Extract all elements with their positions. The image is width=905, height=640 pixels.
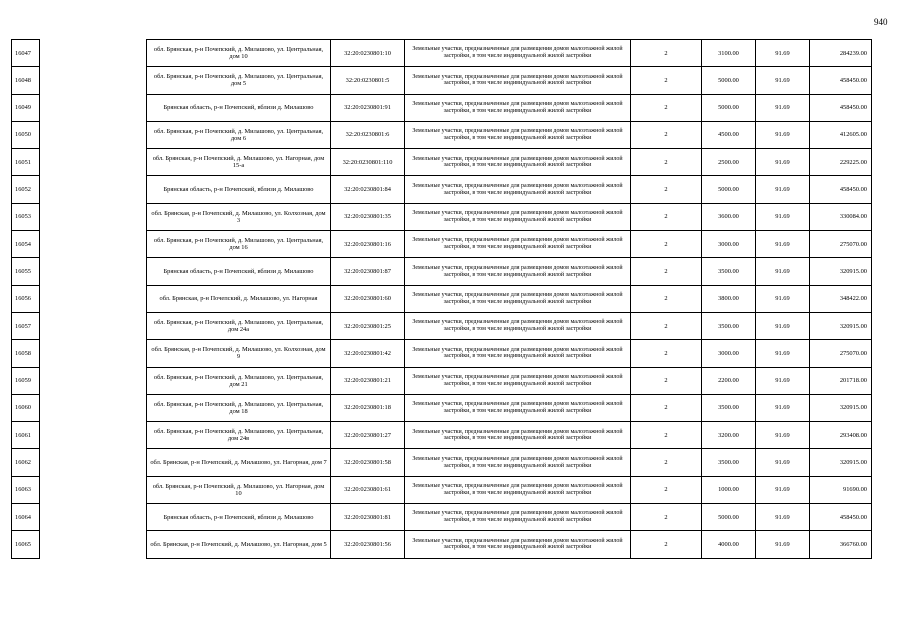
address-cell: обл. Брянская, р-н Почепский, д. Милашово, ул. Центральная, дом 24а bbox=[147, 312, 331, 339]
cadastral-value-cell: 458450.00 bbox=[810, 504, 872, 531]
land-use-cell: Земельные участки, предназначенные для размещения домов малоэтажной жилой застройки, в том числе индивидуальной жилой застройки bbox=[405, 476, 631, 503]
area-cell: 5000.00 bbox=[702, 67, 756, 94]
use-group-cell: 2 bbox=[631, 340, 702, 367]
specific-value-cell: 91.69 bbox=[756, 203, 810, 230]
land-use-cell: Земельные участки, предназначенные для размещения домов малоэтажной жилой застройки, в том числе индивидуальной жилой застройки bbox=[405, 504, 631, 531]
spacer-cell bbox=[40, 285, 147, 312]
area-cell: 3600.00 bbox=[702, 203, 756, 230]
row-number-cell: 16061 bbox=[12, 422, 40, 449]
land-use-cell: Земельные участки, предназначенные для размещения домов малоэтажной жилой застройки, в том числе индивидуальной жилой застройки bbox=[405, 449, 631, 476]
address-cell: обл. Брянская, р-н Почепский, д. Милашово, ул. Центральная, дом 5 bbox=[147, 67, 331, 94]
spacer-cell bbox=[40, 367, 147, 394]
area-cell: 2500.00 bbox=[702, 149, 756, 176]
table-row bbox=[12, 231, 872, 258]
land-use-cell: Земельные участки, предназначенные для размещения домов малоэтажной жилой застройки, в том числе индивидуальной жилой застройки bbox=[405, 312, 631, 339]
cadastral-number-cell: 32:20:0230801:18 bbox=[331, 394, 405, 421]
cadastral-number-cell: 32:20:0230801:42 bbox=[331, 340, 405, 367]
row-number-cell: 16058 bbox=[12, 340, 40, 367]
area-cell: 3000.00 bbox=[702, 340, 756, 367]
table-row bbox=[12, 422, 872, 449]
area-cell: 1000.00 bbox=[702, 476, 756, 503]
spacer-cell bbox=[40, 149, 147, 176]
cadastral-number-cell: 32:20:0230801:61 bbox=[331, 476, 405, 503]
address-cell: обл. Брянская, р-н Почепский, д. Милашово, ул. Нагорная, дом 10 bbox=[147, 476, 331, 503]
specific-value-cell: 91.69 bbox=[756, 121, 810, 148]
area-cell: 3800.00 bbox=[702, 285, 756, 312]
area-cell: 3500.00 bbox=[702, 258, 756, 285]
cadastral-number-cell: 32:20:0230801:91 bbox=[331, 94, 405, 121]
spacer-cell bbox=[40, 94, 147, 121]
area-cell: 3500.00 bbox=[702, 449, 756, 476]
address-cell: обл. Брянская, р-н Почепский, д. Милашово, ул. Нагорная, дом 5 bbox=[147, 531, 331, 558]
table-row bbox=[12, 203, 872, 230]
spacer-cell bbox=[40, 121, 147, 148]
area-cell: 3200.00 bbox=[702, 422, 756, 449]
use-group-cell: 2 bbox=[631, 149, 702, 176]
cadastral-number-cell: 32:20:0230801:110 bbox=[331, 149, 405, 176]
address-cell: Брянская область, р-н Почепский, вблизи д. Милашово bbox=[147, 504, 331, 531]
address-cell: обл. Брянская, р-н Почепский, д. Милашово, ул. Нагорная, дом 7 bbox=[147, 449, 331, 476]
cadastral-number-cell: 32:20:0230801:81 bbox=[331, 504, 405, 531]
area-cell: 3500.00 bbox=[702, 312, 756, 339]
table-row bbox=[12, 121, 872, 148]
use-group-cell: 2 bbox=[631, 121, 702, 148]
land-use-cell: Земельные участки, предназначенные для размещения домов малоэтажной жилой застройки, в том числе индивидуальной жилой застройки bbox=[405, 394, 631, 421]
spacer-cell bbox=[40, 67, 147, 94]
cadastral-value-cell: 284239.00 bbox=[810, 40, 872, 67]
spacer-cell bbox=[40, 394, 147, 421]
specific-value-cell: 91.69 bbox=[756, 94, 810, 121]
land-use-cell: Земельные участки, предназначенные для размещения домов малоэтажной жилой застройки, в том числе индивидуальной жилой застройки bbox=[405, 285, 631, 312]
cadastral-value-cell: 366760.00 bbox=[810, 531, 872, 558]
use-group-cell: 2 bbox=[631, 367, 702, 394]
spacer-cell bbox=[40, 449, 147, 476]
table-row bbox=[12, 531, 872, 558]
area-cell: 5000.00 bbox=[702, 176, 756, 203]
table-row bbox=[12, 394, 872, 421]
table-body bbox=[12, 40, 872, 559]
specific-value-cell: 91.69 bbox=[756, 312, 810, 339]
row-number-cell: 16062 bbox=[12, 449, 40, 476]
area-cell: 3000.00 bbox=[702, 231, 756, 258]
table-row bbox=[12, 504, 872, 531]
table-row bbox=[12, 94, 872, 121]
table-row bbox=[12, 476, 872, 503]
land-use-cell: Земельные участки, предназначенные для размещения домов малоэтажной жилой застройки, в том числе индивидуальной жилой застройки bbox=[405, 258, 631, 285]
specific-value-cell: 91.69 bbox=[756, 449, 810, 476]
cadastral-value-cell: 275070.00 bbox=[810, 231, 872, 258]
row-number-cell: 16065 bbox=[12, 531, 40, 558]
land-use-cell: Земельные участки, предназначенные для размещения домов малоэтажной жилой застройки, в том числе индивидуальной жилой застройки bbox=[405, 94, 631, 121]
spacer-cell bbox=[40, 312, 147, 339]
cadastral-value-cell: 320915.00 bbox=[810, 449, 872, 476]
spacer-cell bbox=[40, 504, 147, 531]
spacer-cell bbox=[40, 531, 147, 558]
spacer-cell bbox=[40, 231, 147, 258]
land-use-cell: Земельные участки, предназначенные для размещения домов малоэтажной жилой застройки, в том числе индивидуальной жилой застройки bbox=[405, 176, 631, 203]
use-group-cell: 2 bbox=[631, 40, 702, 67]
cadastral-value-cell: 458450.00 bbox=[810, 94, 872, 121]
use-group-cell: 2 bbox=[631, 94, 702, 121]
row-number-cell: 16047 bbox=[12, 40, 40, 67]
row-number-cell: 16051 bbox=[12, 149, 40, 176]
address-cell: Брянская область, р-н Почепский, вблизи д. Милашово bbox=[147, 176, 331, 203]
address-cell: обл. Брянская, р-н Почепский, д. Милашово, ул. Центральная, дом 16 bbox=[147, 231, 331, 258]
spacer-cell bbox=[40, 340, 147, 367]
area-cell: 3500.00 bbox=[702, 394, 756, 421]
table-row bbox=[12, 67, 872, 94]
cadastral-number-cell: 32:20:0230801:10 bbox=[331, 40, 405, 67]
address-cell: обл. Брянская, р-н Почепский, д. Милашово, ул. Колхозная, дом 9 bbox=[147, 340, 331, 367]
specific-value-cell: 91.69 bbox=[756, 367, 810, 394]
land-use-cell: Земельные участки, предназначенные для размещения домов малоэтажной жилой застройки, в том числе индивидуальной жилой застройки bbox=[405, 422, 631, 449]
table-row bbox=[12, 340, 872, 367]
specific-value-cell: 91.69 bbox=[756, 40, 810, 67]
specific-value-cell: 91.69 bbox=[756, 258, 810, 285]
specific-value-cell: 91.69 bbox=[756, 231, 810, 258]
row-number-cell: 16049 bbox=[12, 94, 40, 121]
use-group-cell: 2 bbox=[631, 67, 702, 94]
cadastral-number-cell: 32:20:0230801:58 bbox=[331, 449, 405, 476]
row-number-cell: 16048 bbox=[12, 67, 40, 94]
cadastral-value-cell: 458450.00 bbox=[810, 67, 872, 94]
row-number-cell: 16053 bbox=[12, 203, 40, 230]
area-cell: 3100.00 bbox=[702, 40, 756, 67]
cadastral-value-cell: 201718.00 bbox=[810, 367, 872, 394]
use-group-cell: 2 bbox=[631, 176, 702, 203]
address-cell: Брянская область, р-н Почепский, вблизи д. Милашово bbox=[147, 258, 331, 285]
land-use-cell: Земельные участки, предназначенные для размещения домов малоэтажной жилой застройки, в том числе индивидуальной жилой застройки bbox=[405, 67, 631, 94]
cadastral-number-cell: 32:20:0230801:87 bbox=[331, 258, 405, 285]
use-group-cell: 2 bbox=[631, 476, 702, 503]
specific-value-cell: 91.69 bbox=[756, 340, 810, 367]
cadastral-value-table bbox=[11, 39, 872, 559]
row-number-cell: 16060 bbox=[12, 394, 40, 421]
area-cell: 5000.00 bbox=[702, 94, 756, 121]
table-row bbox=[12, 258, 872, 285]
use-group-cell: 2 bbox=[631, 504, 702, 531]
cadastral-value-cell: 348422.00 bbox=[810, 285, 872, 312]
use-group-cell: 2 bbox=[631, 422, 702, 449]
use-group-cell: 2 bbox=[631, 285, 702, 312]
row-number-cell: 16055 bbox=[12, 258, 40, 285]
specific-value-cell: 91.69 bbox=[756, 67, 810, 94]
area-cell: 4000.00 bbox=[702, 531, 756, 558]
use-group-cell: 2 bbox=[631, 203, 702, 230]
cadastral-value-cell: 412605.00 bbox=[810, 121, 872, 148]
use-group-cell: 2 bbox=[631, 394, 702, 421]
address-cell: обл. Брянская, р-н Почепский, д. Милашово, ул. Нагорная bbox=[147, 285, 331, 312]
cadastral-number-cell: 32:20:0230801:25 bbox=[331, 312, 405, 339]
cadastral-number-cell: 32:20:0230801:5 bbox=[331, 67, 405, 94]
page-number: 940 bbox=[874, 17, 888, 27]
table-row bbox=[12, 176, 872, 203]
specific-value-cell: 91.69 bbox=[756, 149, 810, 176]
table-row bbox=[12, 449, 872, 476]
land-use-cell: Земельные участки, предназначенные для размещения домов малоэтажной жилой застройки, в том числе индивидуальной жилой застройки bbox=[405, 340, 631, 367]
specific-value-cell: 91.69 bbox=[756, 394, 810, 421]
cadastral-value-cell: 320915.00 bbox=[810, 258, 872, 285]
area-cell: 2200.00 bbox=[702, 367, 756, 394]
specific-value-cell: 91.69 bbox=[756, 176, 810, 203]
row-number-cell: 16050 bbox=[12, 121, 40, 148]
spacer-cell bbox=[40, 40, 147, 67]
cadastral-number-cell: 32:20:0230801:16 bbox=[331, 231, 405, 258]
specific-value-cell: 91.69 bbox=[756, 476, 810, 503]
cadastral-number-cell: 32:20:0230801:21 bbox=[331, 367, 405, 394]
use-group-cell: 2 bbox=[631, 531, 702, 558]
address-cell: обл. Брянская, р-н Почепский, д. Милашово, ул. Центральная, дом 18 bbox=[147, 394, 331, 421]
spacer-cell bbox=[40, 422, 147, 449]
land-use-cell: Земельные участки, предназначенные для размещения домов малоэтажной жилой застройки, в том числе индивидуальной жилой застройки bbox=[405, 367, 631, 394]
row-number-cell: 16064 bbox=[12, 504, 40, 531]
address-cell: Брянская область, р-н Почепский, вблизи д. Милашово bbox=[147, 94, 331, 121]
cadastral-number-cell: 32:20:0230801:60 bbox=[331, 285, 405, 312]
cadastral-number-cell: 32:20:0230801:56 bbox=[331, 531, 405, 558]
area-cell: 5000.00 bbox=[702, 504, 756, 531]
specific-value-cell: 91.69 bbox=[756, 422, 810, 449]
table-row bbox=[12, 149, 872, 176]
use-group-cell: 2 bbox=[631, 231, 702, 258]
cadastral-number-cell: 32:20:0230801:84 bbox=[331, 176, 405, 203]
cadastral-value-cell: 320915.00 bbox=[810, 312, 872, 339]
row-number-cell: 16054 bbox=[12, 231, 40, 258]
table-row bbox=[12, 367, 872, 394]
land-use-cell: Земельные участки, предназначенные для размещения домов малоэтажной жилой застройки, в том числе индивидуальной жилой застройки bbox=[405, 231, 631, 258]
address-cell: обл. Брянская, р-н Почепский, д. Милашово, ул. Центральная, дом 24в bbox=[147, 422, 331, 449]
spacer-cell bbox=[40, 176, 147, 203]
cadastral-number-cell: 32:20:0230801:35 bbox=[331, 203, 405, 230]
row-number-cell: 16056 bbox=[12, 285, 40, 312]
address-cell: обл. Брянская, р-н Почепский, д. Милашово, ул. Центральная, дом 21 bbox=[147, 367, 331, 394]
cadastral-value-cell: 293408.00 bbox=[810, 422, 872, 449]
land-use-cell: Земельные участки, предназначенные для размещения домов малоэтажной жилой застройки, в том числе индивидуальной жилой застройки bbox=[405, 531, 631, 558]
table-row bbox=[12, 285, 872, 312]
specific-value-cell: 91.69 bbox=[756, 285, 810, 312]
area-cell: 4500.00 bbox=[702, 121, 756, 148]
spacer-cell bbox=[40, 203, 147, 230]
use-group-cell: 2 bbox=[631, 449, 702, 476]
cadastral-value-cell: 458450.00 bbox=[810, 176, 872, 203]
table-row bbox=[12, 40, 872, 67]
row-number-cell: 16063 bbox=[12, 476, 40, 503]
spacer-cell bbox=[40, 476, 147, 503]
land-use-cell: Земельные участки, предназначенные для размещения домов малоэтажной жилой застройки, в том числе индивидуальной жилой застройки bbox=[405, 121, 631, 148]
cadastral-value-cell: 275070.00 bbox=[810, 340, 872, 367]
cadastral-value-cell: 91690.00 bbox=[810, 476, 872, 503]
cadastral-value-cell: 320915.00 bbox=[810, 394, 872, 421]
spacer-cell bbox=[40, 258, 147, 285]
cadastral-number-cell: 32:20:0230801:6 bbox=[331, 121, 405, 148]
land-use-cell: Земельные участки, предназначенные для размещения домов малоэтажной жилой застройки, в том числе индивидуальной жилой застройки bbox=[405, 149, 631, 176]
row-number-cell: 16052 bbox=[12, 176, 40, 203]
table-row bbox=[12, 312, 872, 339]
land-use-cell: Земельные участки, предназначенные для размещения домов малоэтажной жилой застройки, в том числе индивидуальной жилой застройки bbox=[405, 203, 631, 230]
address-cell: обл. Брянская, р-н Почепский, д. Милашово, ул. Центральная, дом 6 bbox=[147, 121, 331, 148]
specific-value-cell: 91.69 bbox=[756, 531, 810, 558]
cadastral-number-cell: 32:20:0230801:27 bbox=[331, 422, 405, 449]
specific-value-cell: 91.69 bbox=[756, 504, 810, 531]
cadastral-value-cell: 229225.00 bbox=[810, 149, 872, 176]
row-number-cell: 16057 bbox=[12, 312, 40, 339]
address-cell: обл. Брянская, р-н Почепский, д. Милашово, ул. Центральная, дом 10 bbox=[147, 40, 331, 67]
use-group-cell: 2 bbox=[631, 312, 702, 339]
address-cell: обл. Брянская, р-н Почепский, д. Милашово, ул. Колхозная, дом 3 bbox=[147, 203, 331, 230]
cadastral-value-cell: 330084.00 bbox=[810, 203, 872, 230]
use-group-cell: 2 bbox=[631, 258, 702, 285]
row-number-cell: 16059 bbox=[12, 367, 40, 394]
land-use-cell: Земельные участки, предназначенные для размещения домов малоэтажной жилой застройки, в том числе индивидуальной жилой застройки bbox=[405, 40, 631, 67]
address-cell: обл. Брянская, р-н Почепский, д. Милашово, ул. Нагорная, дом 15-а bbox=[147, 149, 331, 176]
